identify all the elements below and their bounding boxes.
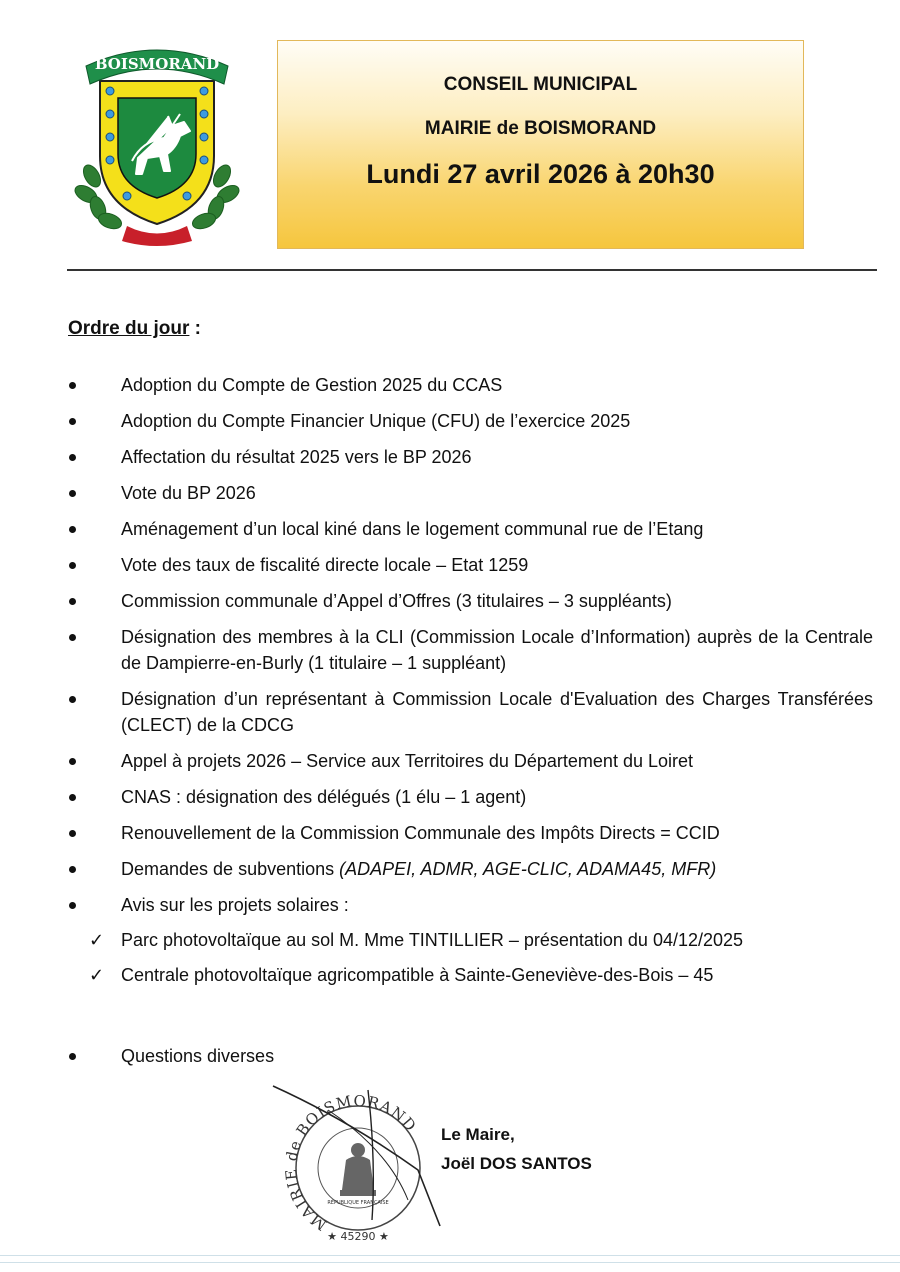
- checkmark-icon: ✓: [89, 930, 105, 950]
- bullet-icon: [69, 758, 76, 765]
- header-divider: [67, 269, 877, 271]
- footer-line: [0, 1262, 900, 1263]
- council-title: CONSEIL MUNICIPAL: [443, 74, 638, 95]
- subsidies-list: (ADAPEI, ADMR, AGE-CLIC, ADAMA45, MFR): [339, 859, 717, 879]
- footer-line: [0, 1255, 900, 1256]
- bullet-icon: [69, 1053, 76, 1060]
- bullet-icon: [69, 526, 76, 533]
- svg-text:★ 45290 ★: ★ 45290 ★: [327, 1230, 389, 1243]
- bullet-icon: [69, 562, 76, 569]
- checkmark-icon: ✓: [89, 965, 105, 985]
- bullet-icon: [69, 902, 76, 909]
- bullet-icon: [69, 696, 76, 703]
- signature-block: [441, 1120, 592, 1178]
- svg-text:RÉPUBLIQUE FRANÇAISE: RÉPUBLIQUE FRANÇAISE: [327, 1200, 389, 1206]
- bullet-icon: [69, 382, 76, 389]
- coat-of-arms-logo: [72, 36, 242, 251]
- signature-title: Le Maire,: [441, 1125, 515, 1144]
- bullet-icon: [69, 866, 76, 873]
- bullet-icon: [69, 598, 76, 605]
- bullet-icon: [69, 634, 76, 641]
- bullet-icon: [69, 454, 76, 461]
- signature-name: Joël DOS SANTOS: [441, 1154, 592, 1173]
- bullet-icon: [69, 418, 76, 425]
- mairie-stamp: [268, 1080, 448, 1250]
- agenda-title: Ordre du jour :: [68, 318, 202, 339]
- meeting-date: Lundi 27 avril 2026 à 20h30: [366, 159, 715, 189]
- bullet-icon: [69, 794, 76, 801]
- bullet-icon: [69, 830, 76, 837]
- svg-text:BOISMORAND: BOISMORAND: [94, 55, 220, 73]
- mairie-title: MAIRIE de BOISMORAND: [424, 118, 657, 139]
- meeting-header: [277, 40, 804, 249]
- svg-text:MAIRIE de BOISMORAND: MAIRIE de BOISMORAND: [281, 1091, 421, 1235]
- bullet-icon: [69, 490, 76, 497]
